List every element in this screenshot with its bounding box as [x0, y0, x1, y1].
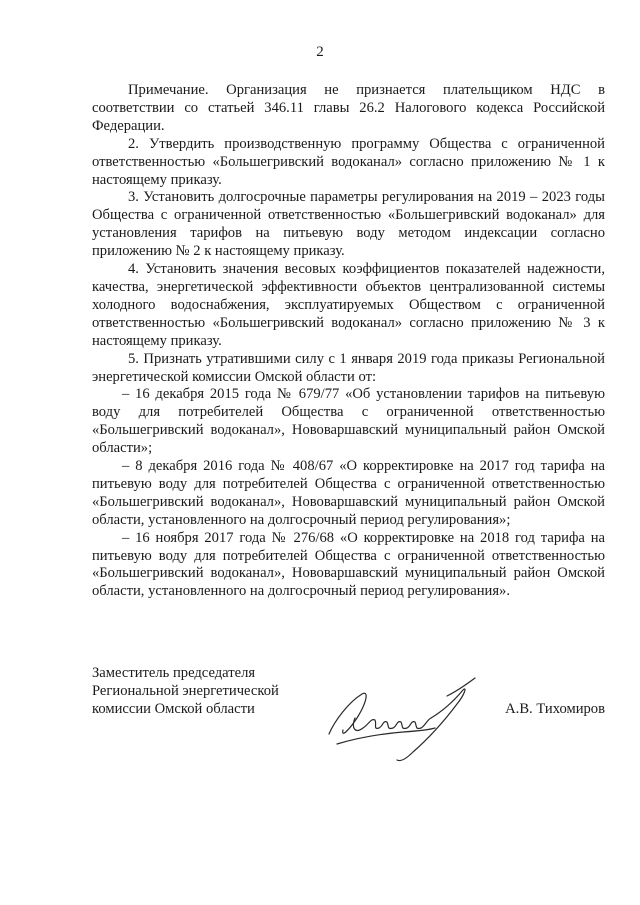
handwritten-signature: [317, 672, 482, 767]
repealed-order-1: – 16 декабря 2015 года № 679/77 «Об установлении тарифов на питьевую воду для потребителей Общества с ограниченной ответственностью «Большегривский водоканал», Нововаршавский муниципальный район Омской области»;: [92, 386, 605, 457]
signer-name: А.В. Тихомиров: [505, 701, 605, 717]
repealed-order-2: – 8 декабря 2016 года № 408/67 «О корректировке на 2017 год тарифа на питьевую воду для потребителей Общества с ограниченной ответственностью «Большегривский водоканал», Нововаршавский муниципальный район Омской области, установленного на долгосрочный период регулирования»;: [92, 458, 605, 528]
document-body: [92, 82, 605, 601]
signer-title-line: Заместитель председателя: [92, 665, 256, 681]
item-2-paragraph: 2. Утвердить производственную программу Общества с ограниченной ответственностью «Большегривский водоканал» согласно приложению № 1 к настоящему приказу.: [92, 135, 605, 188]
page-number: 2: [316, 44, 324, 60]
repealed-order-3: – 16 ноября 2017 года № 276/68 «О корректировке на 2018 год тарифа на питьевую воду для потребителей Общества с ограниченной ответственностью «Большегривский водоканал», Нововаршавский муниципальный район Омской области, установленного на долгосрочный период регулирования».: [92, 529, 605, 600]
signature-block: [92, 664, 605, 774]
item-3-paragraph: 3. Установить долгосрочные параметры регулирования на 2019 – 2023 годы Общества с ограниченной ответственностью «Большегривский водоканал» для установления тарифов на питьевую воду методом индексации согласно приложению № 2 к настоящему приказу.: [92, 189, 605, 260]
signer-title-line: Региональной энергетической: [92, 683, 279, 699]
signer-title-line: комиссии Омской области: [92, 701, 255, 717]
item-4-paragraph: 4. Установить значения весовых коэффициентов показателей надежности, качества, энергетической эффективности объектов централизованной системы холодного водоснабжения, эксплуатируемых Обществом с ограниченной ответственностью «Большегривский водоканал» согласно приложению № 3 к настоящему приказу.: [92, 261, 605, 349]
item-5-paragraph: 5. Признать утратившими силу с 1 января 2019 года приказы Региональной энергетической комиссии Омской области от:: [92, 350, 605, 385]
signer-title: [92, 664, 279, 718]
note-paragraph: Примечание. Организация не признается плательщиком НДС в соответствии со статьей 346.11 главы 26.2 Налогового кодекса Российской Федерации.: [92, 82, 605, 134]
